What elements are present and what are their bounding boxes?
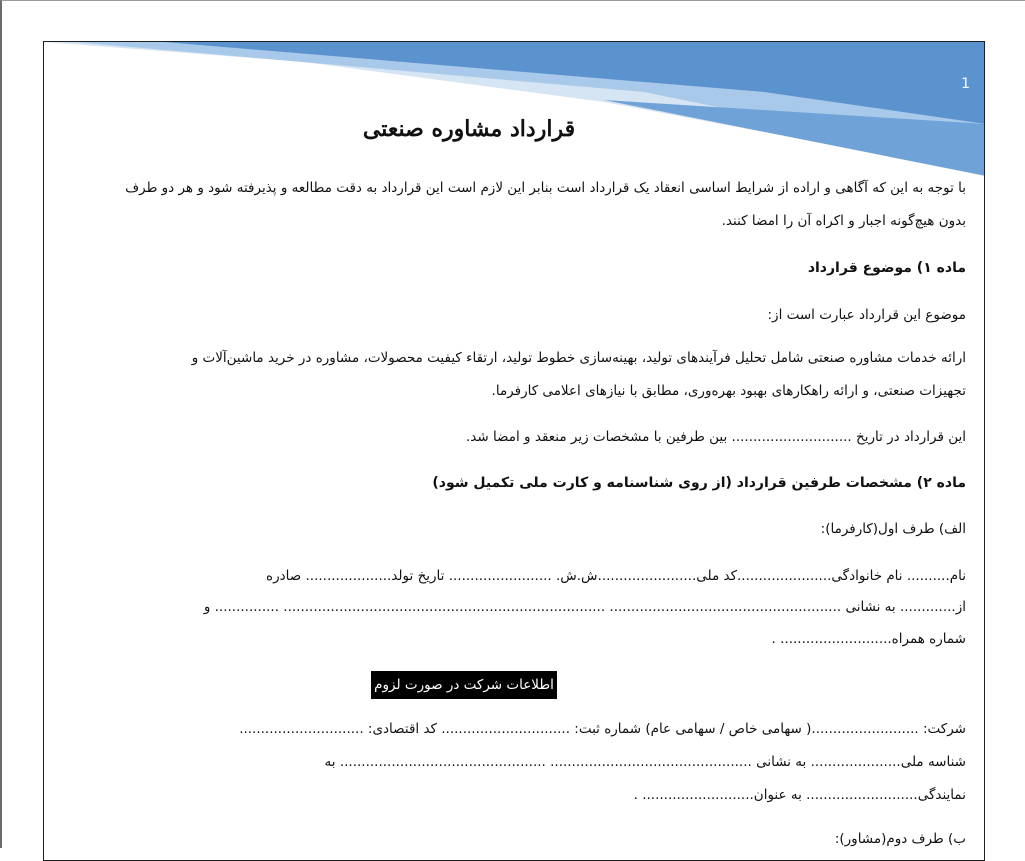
page-number: 1 — [961, 76, 970, 92]
intro-line-1: با توجه به این که آگاهی و اراده از شرایط اساسی انعقاد یک قرارداد است بنابر این لازم است این قرارداد به دقت مطالعه و پذیرفته شود و هر دو طرف — [125, 180, 966, 196]
header-wave-decoration — [44, 42, 985, 182]
company-section-label-wrap — [72, 671, 966, 699]
document-page — [43, 41, 985, 861]
article-1-body-line-2: تجهیزات صنعتی، و ارائه راهکارهای بهبود بهره‌وری، مطابق با نیازهای اعلامی کارفرما. — [491, 383, 966, 399]
company-field-line-3: نمایندگی.......................... به عنوان.......................... . — [633, 787, 966, 803]
article-1-lead: موضوع این قرارداد عبارت است از: — [767, 307, 966, 323]
party-a-field-line-3: شماره همراه.......................... . — [771, 631, 966, 647]
party-b-label: ب) طرف دوم(مشاور): — [834, 831, 966, 847]
article-1-heading: ماده ۱) موضوع قرارداد — [807, 260, 966, 276]
article-1-date-line: این قرارداد در تاریخ ............................ بین طرفین با مشخصات زیر منعقد و امضا شد. — [465, 429, 966, 445]
party-a-field-line-1: نام.......... نام خانوادگی......................کد ملی.......................ش.ش. ........................ تاریخ تولد.................... صادره — [266, 568, 966, 584]
party-a-field-line-2: از............. به نشانی ...................................................... ........................................................................... ............... و — [203, 599, 966, 615]
article-2-heading: ماده ۲) مشخصات طرفین قرارداد (از روی شناسنامه و کارت ملی تکمیل شود) — [432, 475, 966, 491]
company-section-label: اطلاعات شرکت در صورت لزوم — [371, 671, 557, 699]
document-title: قرارداد مشاوره صنعتی — [362, 116, 576, 142]
company-field-line-2: شناسه ملی..................... به نشانی ............................................... ................................................ به — [324, 754, 966, 770]
company-field-line-1: شرکت: .........................( سهامی خاص / سهامی عام) شماره ثبت: .............................. کد اقتصادی: ............................. — [239, 721, 966, 737]
article-1-body-line-1: ارائه خدمات مشاوره صنعتی شامل تحلیل فرآیندهای تولید، بهینه‌سازی خطوط تولید، ارتقاء کیفیت محصولات، مشاوره در خرید ماشین‌آلات و — [191, 350, 966, 366]
intro-line-2: بدون هیچ‌گونه اجبار و اکراه آن را امضا کنند. — [721, 213, 966, 229]
party-a-label: الف) طرف اول(کارفرما): — [820, 521, 966, 537]
